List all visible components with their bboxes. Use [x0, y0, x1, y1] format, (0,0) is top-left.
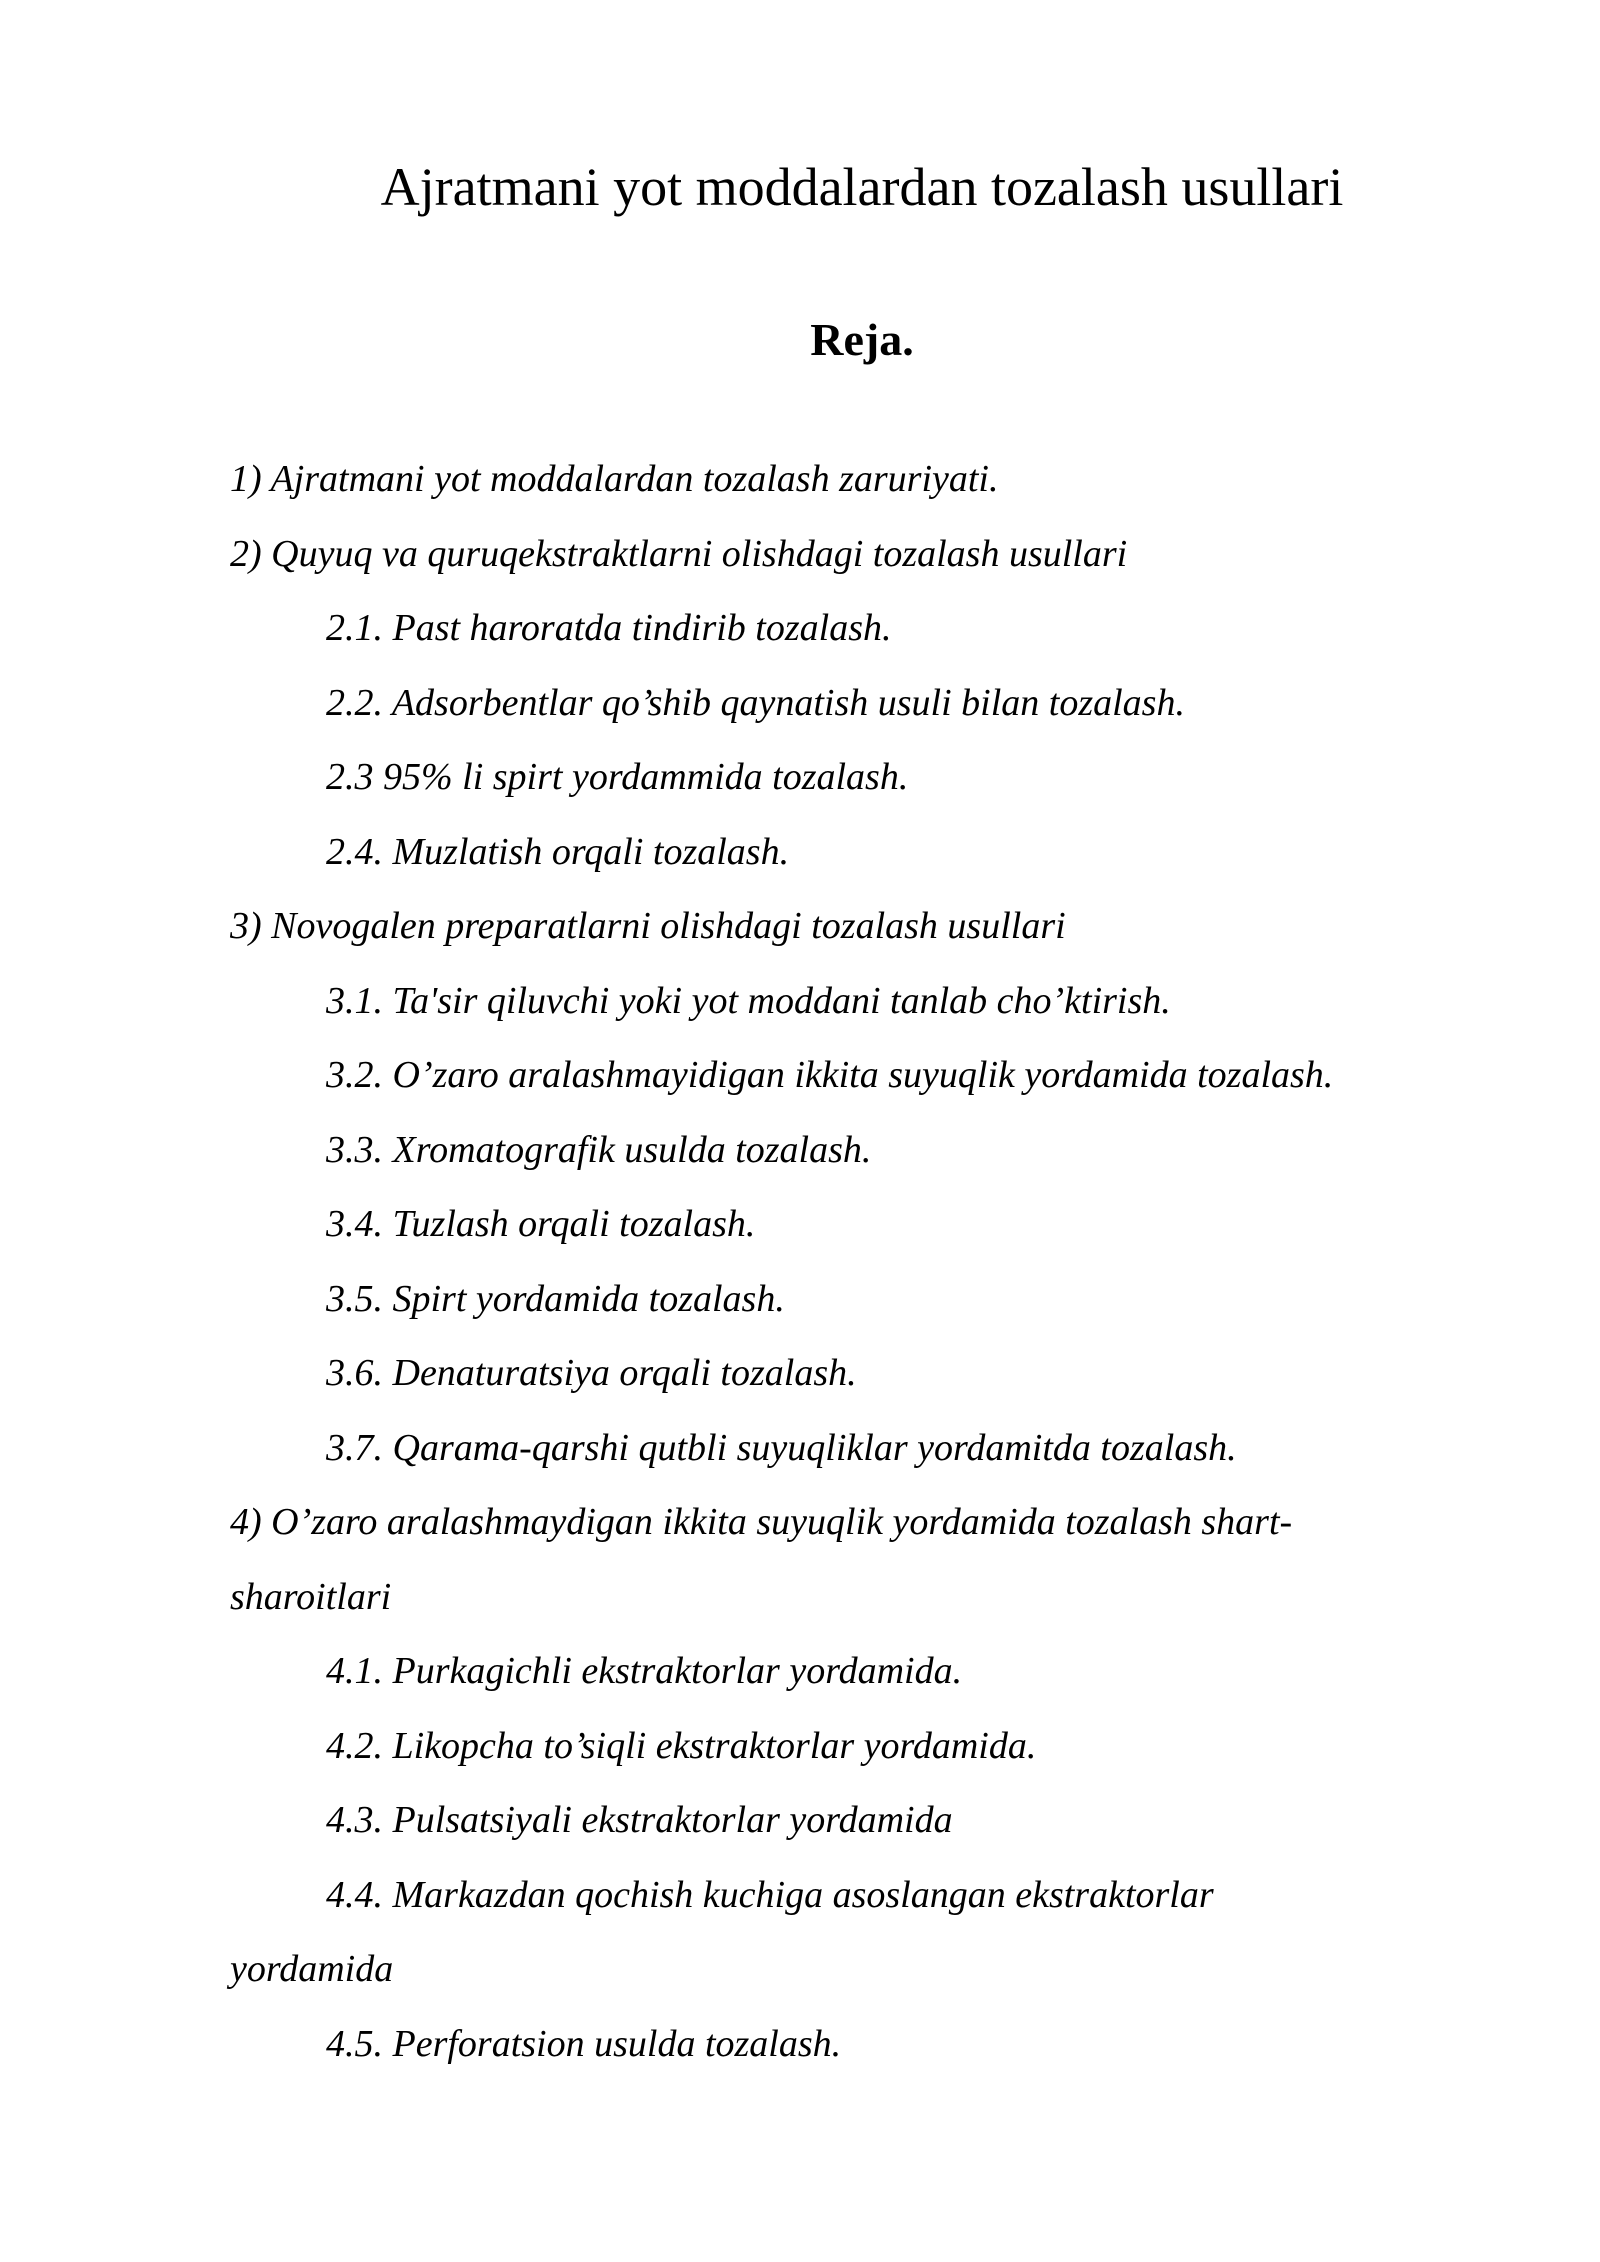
plan-item-2-4: 2.4. Muzlatish orqali tozalash. — [326, 830, 790, 873]
plan-item-2: 2) Quyuq va quruqekstraktlarni olishdagi tozalash usullari — [230, 532, 1128, 575]
plan-item-4-5: 4.5. Perforatsion usulda tozalash. — [326, 2022, 842, 2065]
plan-item-1: 1) Ajratmani yot moddalardan tozalash zaruriyati. — [230, 458, 999, 500]
plan-item-3-6: 3.6. Denaturatsiya orqali tozalash. — [326, 1352, 857, 1394]
plan-item-4-1: 4.1. Purkagichli ekstraktorlar yordamida. — [326, 1650, 963, 1692]
plan-item-2-2: 2.2. Adsorbentlar qo’shib qaynatish usuli bilan tozalash. — [326, 681, 1185, 724]
plan-item-4-continued: sharoitlari — [230, 1575, 392, 1618]
plan-item-3-7: 3.7. Qarama-qarshi qutbli suyuqliklar yordamitda tozalash. — [326, 1426, 1237, 1469]
plan-item-2-3: 2.3 95% li spirt yordammida tozalash. — [326, 756, 909, 798]
plan-item-3-2: 3.2. O’zaro aralashmayidigan ikkita suyuqlik yordamida tozalash. — [326, 1054, 1334, 1096]
page-title: Ajratmani yot moddalardan tozalash usullari — [380, 157, 1344, 217]
plan-list — [230, 442, 1520, 2081]
plan-heading: Reja. — [810, 314, 914, 365]
plan-item-3: 3) Novogalen preparatlarni olishdagi tozalash usullari — [230, 905, 1066, 947]
plan-item-4-4-continued: yordamida — [230, 1948, 394, 1990]
plan-item-4-2: 4.2. Likopcha to’siqli ekstraktorlar yordamida. — [326, 1724, 1037, 1767]
plan-item-4: 4) O’zaro aralashmaydigan ikkita suyuqlik yordamida tozalash shart- — [230, 1501, 1293, 1543]
plan-item-4-3: 4.3. Pulsatsiyali ekstraktorlar yordamida — [326, 1799, 953, 1841]
plan-item-3-1: 3.1. Ta'sir qiluvchi yoki yot moddani tanlab cho’ktirish. — [326, 979, 1171, 1022]
plan-item-4-4: 4.4. Markazdan qochish kuchiga asoslangan ekstraktorlar — [326, 1873, 1214, 1916]
plan-item-2-1: 2.1. Past haroratda tindirib tozalash. — [326, 607, 892, 649]
plan-item-3-4: 3.4. Tuzlash orqali tozalash. — [326, 1203, 756, 1245]
plan-item-3-3: 3.3. Xromatografik usulda tozalash. — [326, 1128, 872, 1171]
plan-item-3-5: 3.5. Spirt yordamida tozalash. — [326, 1277, 785, 1320]
